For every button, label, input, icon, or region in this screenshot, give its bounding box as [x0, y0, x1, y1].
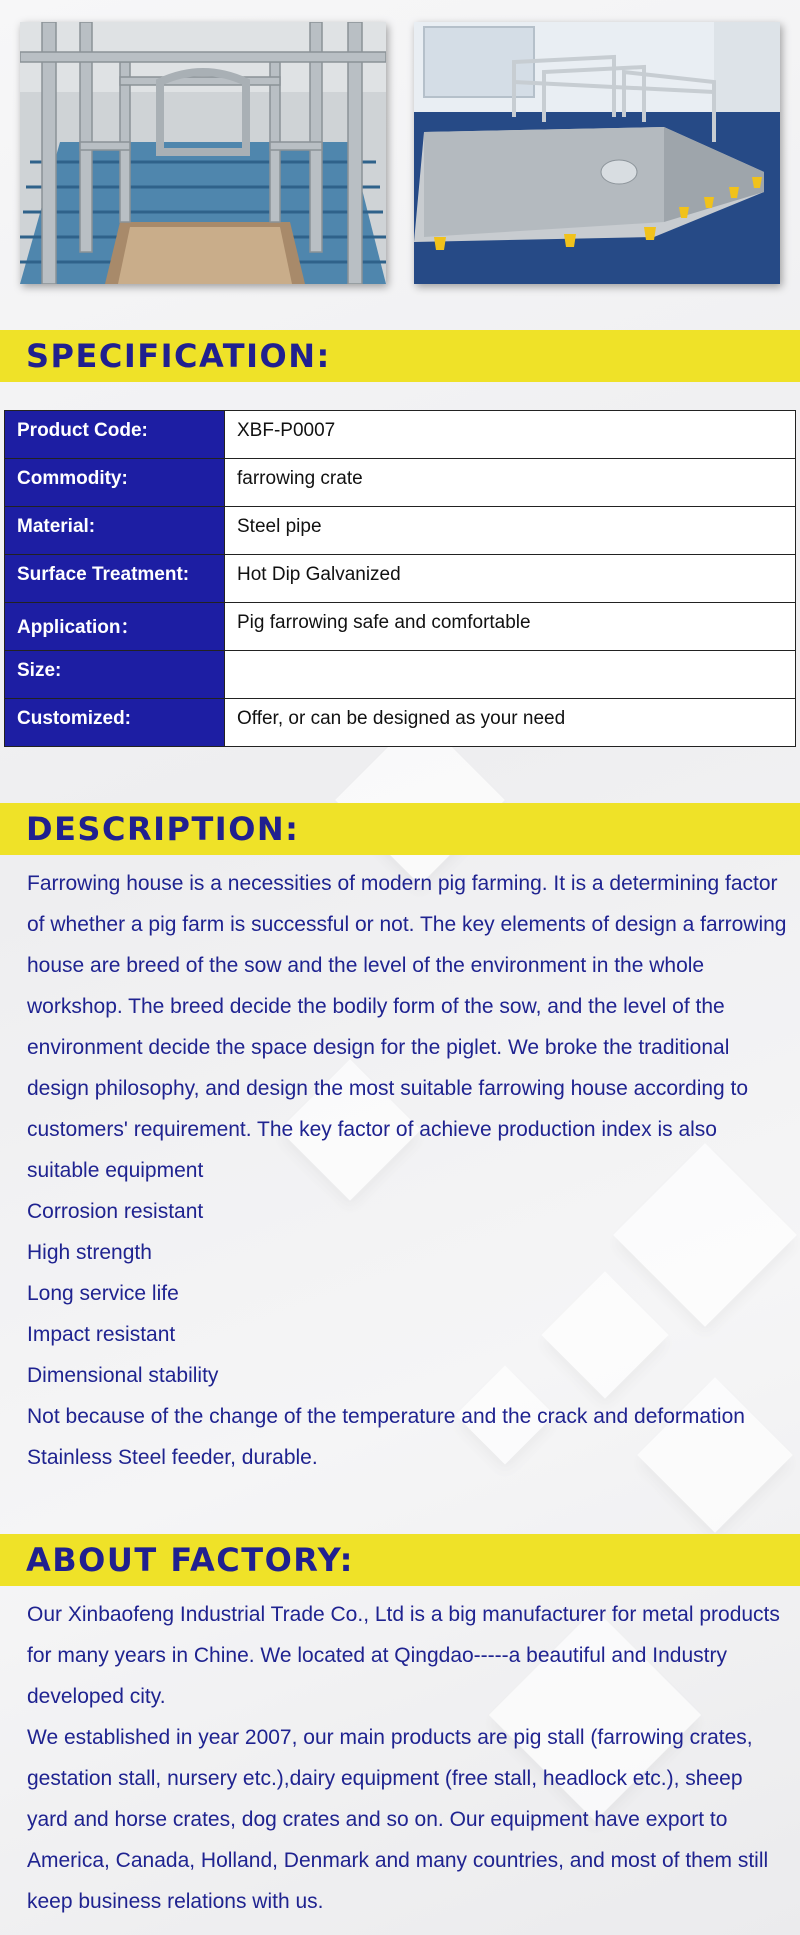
spec-value: Pig farrowing safe and comfortable: [225, 603, 796, 651]
spec-key: Application：: [5, 603, 225, 651]
spec-key: Size:: [5, 651, 225, 699]
table-row: [5, 411, 796, 459]
table-row: [5, 603, 796, 651]
table-row: [5, 651, 796, 699]
farrowing-crate-installed-image: [414, 22, 780, 284]
specification-banner: [0, 330, 800, 382]
farrowing-crate-closeup-image: [20, 22, 386, 284]
spec-value: [225, 651, 796, 699]
factory-paragraph: Our Xinbaofeng Industrial Trade Co., Ltd is a big manufacturer for metal products for many years in Chine. We located at Qingdao-----a beautiful and Industry developed city.: [27, 1603, 780, 1708]
spec-value: Steel pipe: [225, 507, 796, 555]
table-row: [5, 507, 796, 555]
factory-banner: [0, 1534, 800, 1586]
spec-key: Customized:: [5, 699, 225, 747]
description-intro: Farrowing house is a necessities of modern pig farming. It is a determining factor of whether a pig farm is successful or not. The key elements of design a farrowing house are breed of the sow and the level of the environment in the whole workshop. The breed decide the bodily form of the sow, and the level of the environment decide the space design for the piglet. We broke the traditional design philosophy, and design the most suitable farrowing house according to customers' requirement. The key factor of achieve production index is also suitable equipment: [27, 872, 787, 1182]
feature-item: Stainless Steel feeder, durable.: [27, 1446, 318, 1469]
table-row: [5, 555, 796, 603]
product-photo-closeup: [20, 22, 386, 284]
spec-value: Offer, or can be designed as your need: [225, 699, 796, 747]
feature-item: Dimensional stability: [27, 1364, 219, 1387]
product-photo-installed: [414, 22, 780, 284]
feature-item: Not because of the change of the temperature and the crack and deformation: [27, 1405, 745, 1428]
spec-key: Material:: [5, 507, 225, 555]
description-text: [27, 863, 787, 1478]
description-heading: DESCRIPTION:: [26, 810, 300, 848]
spec-key: Product Code:: [5, 411, 225, 459]
spec-value: XBF-P0007: [225, 411, 796, 459]
specification-table: [4, 410, 796, 747]
table-row: [5, 459, 796, 507]
spec-value: Hot Dip Galvanized: [225, 555, 796, 603]
feature-item: Corrosion resistant: [27, 1200, 204, 1223]
feature-item: High strength: [27, 1241, 152, 1264]
feature-item: Long service life: [27, 1282, 179, 1305]
factory-text: [27, 1594, 787, 1922]
spec-key: Surface Treatment:: [5, 555, 225, 603]
factory-heading: ABOUT FACTORY:: [26, 1541, 354, 1579]
description-banner: [0, 803, 800, 855]
specification-heading: SPECIFICATION:: [26, 337, 331, 375]
spec-key: Commodity:: [5, 459, 225, 507]
table-row: [5, 699, 796, 747]
spec-value: farrowing crate: [225, 459, 796, 507]
feature-item: Impact resistant: [27, 1323, 176, 1346]
factory-paragraph: We established in year 2007, our main products are pig stall (farrowing crates, gestation stall, nursery etc.),dairy equipment (free stall, headlock etc.), sheep yard and horse crates, dog crates and so on. Our equipment have export to America, Canada, Holland, Denmark and many countries, and most of them still keep business relations with us.: [27, 1726, 769, 1913]
